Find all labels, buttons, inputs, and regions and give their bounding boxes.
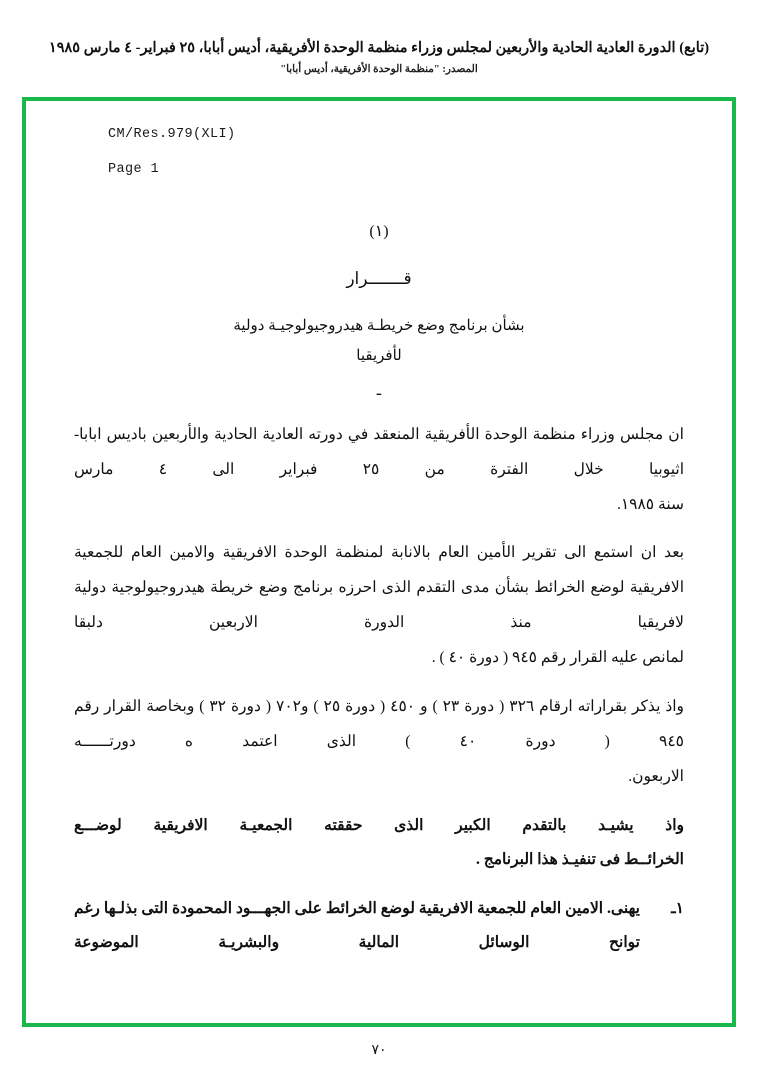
document-frame bbox=[22, 97, 736, 1027]
header-source: المصدر: "منظمة الوحدة الأفريقية، أديس أبابا" bbox=[280, 64, 478, 76]
paragraph-line: لمانص عليه القرار رقم ٩٤٥ ( دورة ٤٠ ) . bbox=[431, 649, 684, 666]
numbered-item-marker: ١ـ bbox=[671, 900, 684, 918]
paragraph-line: ( دورة ٣٢ ) وبخاصة القرار رقم ٩٤٥ ( دورة ٤٠ ) الذى اعتمد ه دورتــــــه bbox=[74, 697, 685, 750]
paragraph-preamble-2 bbox=[74, 536, 684, 676]
paragraph-preamble-1 bbox=[74, 418, 684, 523]
paragraph-line: الاربعون. bbox=[628, 767, 684, 785]
paragraph-line: بعد ان استمع الى تقرير الأمين العام بالانابة لمنظمة الوحدة الافريقية bbox=[222, 544, 685, 562]
paragraph-line: المحمودة التى بذلـها رغم توانح الوسائل المالية والبشريـة الموضوعة bbox=[74, 900, 640, 952]
paragraph-line: واذ يذكر بقراراته ارقام ٣٢٦ ( دورة ٢٣ ) و ٤٥٠ ( دورة ٢٥ ) و٧٠٢ bbox=[276, 697, 685, 715]
item-number: (١) bbox=[369, 223, 389, 240]
paragraph-line: ان مجلس وزراء منظمة الوحدة الأفريقية المنعقد في دورته العادية bbox=[262, 425, 684, 443]
arabic-body bbox=[56, 221, 702, 960]
document-title: قـــــــرار bbox=[346, 269, 412, 288]
document-code: CM/Res.979(XLI) bbox=[108, 127, 236, 142]
header-title: (تابع) الدورة العادية الحادية والأربعين لمجلس وزراء منظمة الوحدة الأفريقية، أديس أبابا، ٢٥ فبراير- ٤ مارس ١٩٨٥ bbox=[48, 40, 710, 56]
paragraph-line: الحادية والأربعين باديس ابابا- اثيوبيا خلال الفترة من ٢٥ فبراير الى ٤ مارس bbox=[74, 425, 684, 478]
paragraph-line: الخرائــط فى تنفيـذ هذا البرنامج . bbox=[476, 851, 684, 869]
paragraph-preamble-4 bbox=[74, 809, 684, 879]
document-subject-line-2: لأفريقيا bbox=[356, 347, 402, 364]
numbered-item-text bbox=[74, 892, 640, 960]
paragraph-line: يهنى. الامين العام للجمعية الافريقية لوضع الخرائط على الجهـــود bbox=[235, 900, 640, 918]
paragraph-line: برنامج وضع خريطة هيدروجيولوجية دولية لافريقيا منذ الدورة الاربعين دلبقا bbox=[74, 579, 684, 632]
numbered-item-1 bbox=[74, 892, 684, 960]
paragraph-line: سنة ١٩٨٥. bbox=[616, 495, 684, 513]
document-body bbox=[26, 101, 732, 1023]
paragraph-line: والامين العام للجمعية الافريقية لوضع الخرائط بشأن مدى التقدم الذى احرزه bbox=[74, 544, 685, 597]
paragraph-line: واذ يشيـد بالتقدم الكبير الذى حققته الجمعيـة الافريقية لوضـــع bbox=[74, 816, 684, 834]
footer-page-number: ٧٠ bbox=[371, 1043, 387, 1058]
document-page-label: Page 1 bbox=[108, 162, 160, 177]
page-header bbox=[0, 38, 758, 75]
separator-dash: ـ bbox=[376, 382, 382, 399]
document-subject-line-1: بشأن برنامج وضع خريطـة هيدروجيولوجيـة دولية bbox=[233, 318, 525, 334]
paragraph-preamble-3 bbox=[74, 690, 684, 795]
